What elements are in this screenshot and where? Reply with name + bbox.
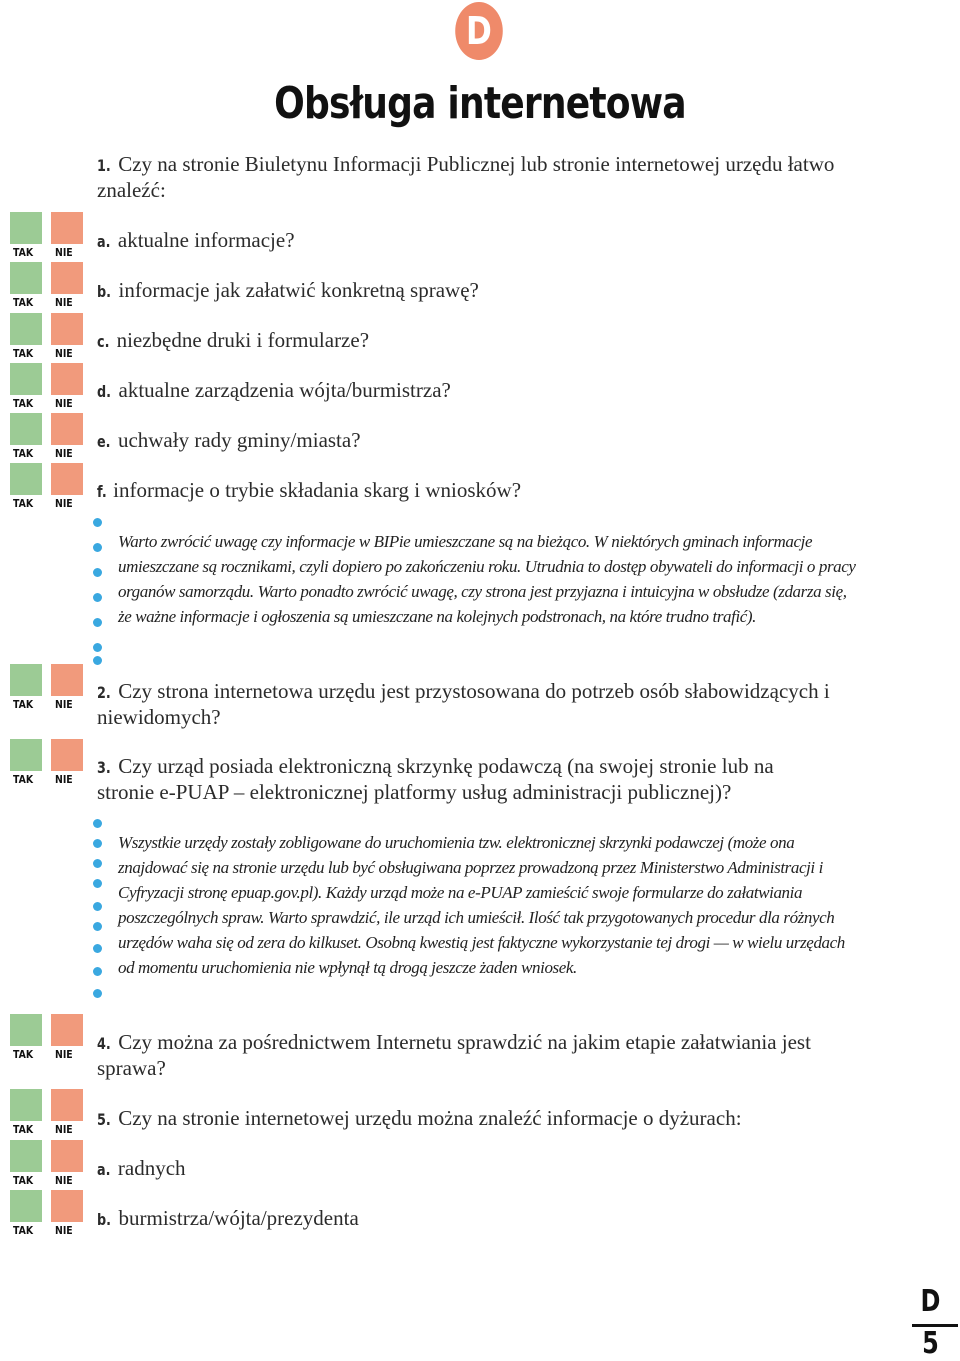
no-checkbox[interactable] [51,413,83,445]
no-label: NIE [55,698,73,711]
answer-2 [7,664,83,711]
no-label: NIE [55,397,73,410]
item-text: aktualne zarządzenia wójta/burmistrza? [118,378,451,402]
item-text: niezbędne druki i formularze? [116,328,370,352]
yes-checkbox[interactable] [10,413,42,445]
no-checkbox[interactable] [51,1014,83,1046]
yes-label: TAK [13,1048,34,1061]
item-text: aktualne informacje? [117,228,295,252]
answer-1d [7,363,83,410]
question-text: Czy urząd posiada elektroniczną skrzynkę podawczą (na swojej stronie lub na stronie e-PUAP – elektronicznej platformy usług administracji publicznej)? [97,754,774,804]
question-1 [97,152,887,203]
yes-checkbox[interactable] [10,363,42,395]
note-bullets [93,516,103,666]
question-4 [97,1030,827,1081]
answer-4 [7,1014,83,1061]
yes-checkbox[interactable] [10,664,42,696]
question-3 [97,754,787,805]
answer-5b [7,1140,83,1187]
note-bullets [93,817,103,1002]
yes-label: TAK [13,397,34,410]
question-5 [97,1106,887,1132]
note-1: Warto zwrócić uwagę czy informacje w BIPie umieszczane są na bieżąco. W niektórych gminach informacje umieszczane są rocznikami, czyli dopiero po zakończeniu roku. Utrudnia to dostęp obywateli do informacji o pracy organów samorządu. Warto ponadto zwrócić uwagę, czy strona jest przyjazna i intuicyjna w obsłudze (zdarza się, że ważne informacje i ogłoszenia są umieszczane na kolejnych podstronach, na które trudno trafić). [118,532,856,626]
yes-label: TAK [13,698,34,711]
question-number: 1. [97,156,111,175]
yes-label: TAK [13,246,34,259]
yes-checkbox[interactable] [10,262,42,294]
item-letter: a. [97,232,111,251]
question-5a [97,1156,887,1182]
no-checkbox[interactable] [51,739,83,771]
no-checkbox[interactable] [51,212,83,244]
question-number: 2. [97,683,111,702]
question-number: 4. [97,1034,111,1053]
yes-label: TAK [13,1174,34,1187]
yes-checkbox[interactable] [10,1014,42,1046]
yes-label: TAK [13,1224,34,1237]
item-letter: f. [97,482,107,501]
no-label: NIE [55,447,73,460]
yes-checkbox[interactable] [10,463,42,495]
no-label: NIE [55,296,73,309]
no-label: NIE [55,1224,73,1237]
yes-checkbox[interactable] [10,1140,42,1172]
question-text: Czy na stronie internetowej urzędu można znaleźć informacje o dyżurach: [118,1106,742,1130]
no-label: NIE [55,1174,73,1187]
item-text: informacje o trybie składania skarg i wniosków? [113,478,522,502]
no-label: NIE [55,246,73,259]
section-badge: D [455,2,503,60]
answer-5c [7,1190,83,1237]
item-letter: c. [97,332,110,351]
answer-1b [7,262,83,309]
yes-label: TAK [13,1123,34,1136]
question-number: 5. [97,1110,111,1129]
yes-label: TAK [13,497,34,510]
answer-1a [7,212,83,259]
answer-3 [7,739,83,786]
no-label: NIE [55,773,73,786]
item-text: uchwały rady gminy/miasta? [117,428,361,452]
item-letter: d. [97,382,112,401]
question-1f [97,478,887,504]
answer-5a [7,1089,83,1136]
note-2: Wszystkie urzędy zostały zobligowane do uruchomienia tzw. elektronicznej skrzynki podawczej (może ona znajdować się na stronie urzędu lub być obsługiwana poprzez prowadzoną przez Ministerstwo Administracji i Cyfryzacji stronę epuap.gov.pl). Każdy urząd może na e-PUAP zamieścić swoje formularze do załatwiania poszczególnych spraw. Warto sprawdzić, ile urząd ich umieścił. Ilość tak przygotowanych procedur dla różnych urzędów waha się od zera do kilkuset. Osobną kwestią jest faktyczne wykorzystanie tej drogi — w wielu urzędach od momentu uruchomienia nie wpłynął tą drogą jeszcze żaden wniosek. [118,833,845,977]
yes-label: TAK [13,296,34,309]
item-letter: b. [97,282,112,301]
question-number: 3. [97,758,111,777]
footer-section-letter: D [920,1284,941,1319]
question-2 [97,679,887,730]
item-letter: e. [97,432,111,451]
no-checkbox[interactable] [51,1190,83,1222]
yes-checkbox[interactable] [10,313,42,345]
no-label: NIE [55,1123,73,1136]
answer-1c [7,313,83,360]
no-label: NIE [55,497,73,510]
question-text: Czy można za pośrednictwem Internetu sprawdzić na jakim etapie załatwiania jest sprawa? [97,1030,811,1080]
no-checkbox[interactable] [51,1140,83,1172]
no-label: NIE [55,347,73,360]
item-text: radnych [117,1156,186,1180]
question-1c [97,328,887,354]
question-5b [97,1206,887,1232]
no-checkbox[interactable] [51,262,83,294]
yes-checkbox[interactable] [10,212,42,244]
question-1d [97,378,887,404]
yes-checkbox[interactable] [10,739,42,771]
no-checkbox[interactable] [51,313,83,345]
question-1a [97,228,887,254]
no-checkbox[interactable] [51,1089,83,1121]
item-text: informacje jak załatwić konkretną sprawę? [118,278,479,302]
question-1e [97,428,887,454]
no-label: NIE [55,1048,73,1061]
question-text: Czy strona internetowa urzędu jest przystosowana do potrzeb osób słabowidzących i niewidomych? [97,679,830,729]
no-checkbox[interactable] [51,363,83,395]
yes-checkbox[interactable] [10,1089,42,1121]
page-title: Obsługa internetowa [274,78,686,129]
item-text: burmistrza/wójta/prezydenta [118,1206,359,1230]
yes-label: TAK [13,347,34,360]
item-letter: a. [97,1160,111,1179]
page-number: 5 [922,1326,939,1361]
item-letter: b. [97,1210,112,1229]
answer-1e [7,413,83,460]
question-text: Czy na stronie Biuletynu Informacji Publicznej lub stronie internetowej urzędu łatwo znaleźć: [97,152,835,202]
no-checkbox[interactable] [51,463,83,495]
answer-1f [7,463,83,510]
yes-checkbox[interactable] [10,1190,42,1222]
question-1b [97,278,887,304]
yes-label: TAK [13,447,34,460]
no-checkbox[interactable] [51,664,83,696]
yes-label: TAK [13,773,34,786]
